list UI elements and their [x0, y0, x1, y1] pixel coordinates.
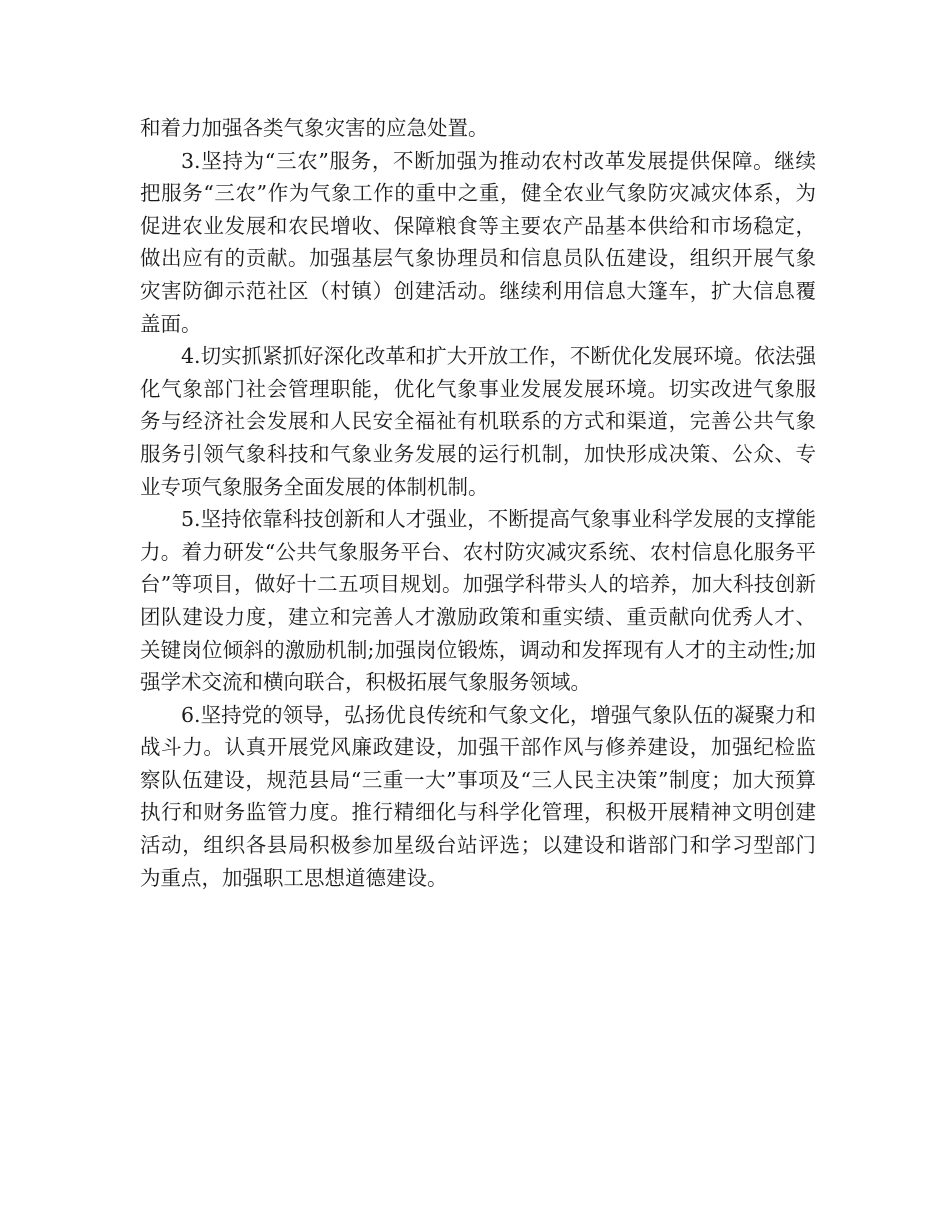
document-body	[140, 112, 816, 894]
paragraph-item-6: 6.坚持党的领导，弘扬优良传统和气象文化，增强气象队伍的凝聚力和战斗力。认真开展党风廉政建设，加强干部作风与修养建设，加强纪检监察队伍建设，规范县局“三重一大”事项及“三人民主决策”制度；加大预算执行和财务监管力度。推行精细化与科学化管理，积极开展精神文明创建活动，组织各县局积极参加星级台站评选；以建设和谐部门和学习型部门为重点，加强职工思想道德建设。	[140, 702, 816, 890]
paragraph-item-3: 3.坚持为“三农”服务，不断加强为推动农村改革发展提供保障。继续把服务“三农”作为气象工作的重中之重，健全农业气象防灾减灾体系，为促进农业发展和农民增收、保障粮食等主要农产品基本供给和市场稳定，做出应有的贡献。加强基层气象协理员和信息员队伍建设，组织开展气象灾害防御示范社区（村镇）创建活动。继续利用信息大篷车，扩大信息覆盖面。	[140, 148, 816, 336]
paragraph-continuation: 和着力加强各类气象灾害的应急处置。	[140, 116, 489, 140]
paragraph-item-4: 4.切实抓紧抓好深化改革和扩大开放工作，不断优化发展环境。依法强化气象部门社会管理职能，优化气象事业发展发展环境。切实改进气象服务与经济社会发展和人民安全福祉有机联系的方式和渠道，完善公共气象服务引领气象科技和气象业务发展的运行机制，加快形成决策、公众、专业专项气象服务全面发展的体制机制。	[140, 344, 816, 499]
paragraph-item-5: 5.坚持依靠科技创新和人才强业，不断提高气象事业科学发展的支撑能力。着力研发“公共气象服务平台、农村防灾减灾系统、农村信息化服务平台”等项目，做好十二五项目规划。加强学科带头人的培养，加大科技创新团队建设力度，建立和完善人才激励政策和重实绩、重贡献向优秀人才、关键岗位倾斜的激励机制;加强岗位锻炼，调动和发挥现有人才的主动性;加强学术交流和横向联合，积极拓展气象服务领域。	[140, 507, 816, 695]
